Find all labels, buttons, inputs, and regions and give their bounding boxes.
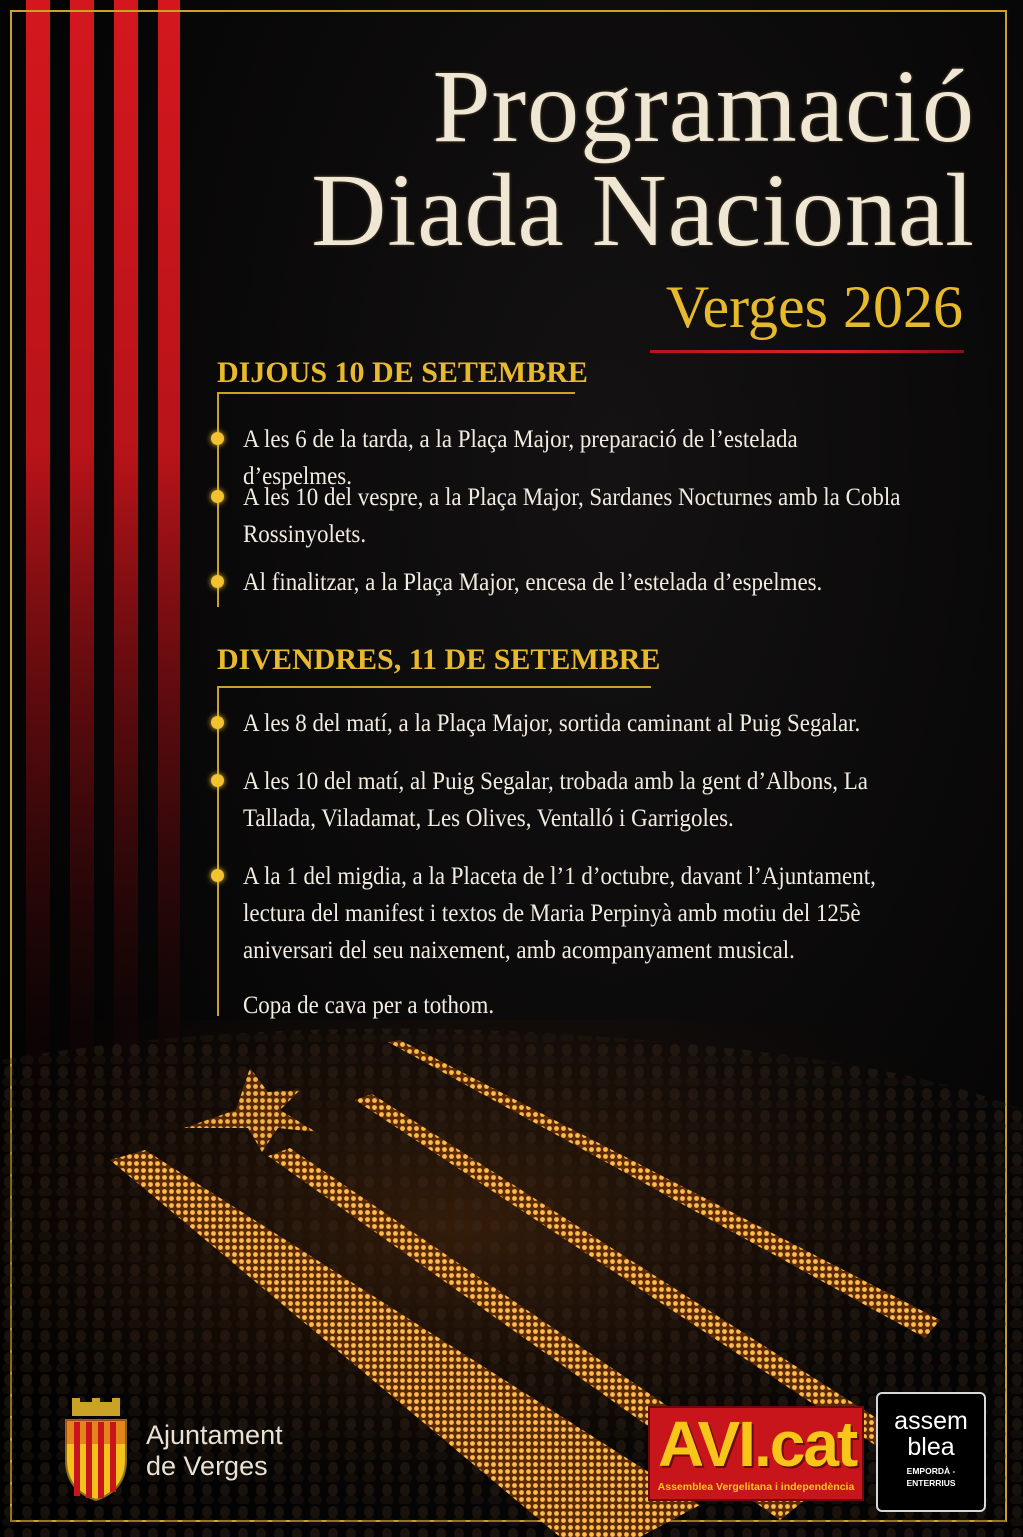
assemblea-logo [876, 1392, 986, 1512]
day-heading-2-underline [217, 686, 651, 688]
assemblea-line-3: EMPORDÀ - [906, 1466, 956, 1476]
event-bullet [211, 774, 224, 787]
assemblea-line-2: blea [907, 1433, 955, 1461]
assemblea-line-1: assem [894, 1407, 968, 1435]
day-heading-2: DIVENDRES, 11 DE SETEMBRE [217, 643, 661, 676]
event-item-note: Copa de cava per a tothom. [243, 990, 495, 1019]
event-item: A les 8 del matí, a la Plaça Major, sortida caminant al Puig Segalar. [243, 708, 861, 737]
event-bullet [211, 869, 224, 882]
subtitle: Verges 2026 [665, 274, 963, 340]
event-item: A les 6 de la tarda, a la Plaça Major, preparació de l’estelada d’espelmes. [243, 424, 798, 490]
title-line-1: Programació [432, 49, 975, 164]
avi-caption: Assemblea Vergelitana i independència [657, 1481, 855, 1493]
avi-logo-text: AVI.cat [658, 1408, 857, 1480]
day-heading-1: DIJOUS 10 DE SETEMBRE [217, 356, 588, 389]
ajuntament-line-2: de Verges [146, 1451, 268, 1481]
avi-logo [648, 1406, 864, 1501]
title-line-2: Diada Nacional [311, 153, 975, 268]
timeline-2 [217, 686, 219, 1016]
verges-coat-of-arms-icon [58, 1398, 134, 1502]
ajuntament-name [146, 1420, 283, 1482]
page-title [215, 49, 975, 268]
event-bullet [211, 490, 224, 503]
assemblea-line-4: ENTERRIUS [906, 1478, 956, 1488]
ajuntament-line-1: Ajuntament [146, 1420, 283, 1450]
subtitle-underline [650, 350, 964, 353]
event-item: A les 10 del matí, al Puig Segalar, trobada amb la gent d’Albons, La Tallada, Viladamat, Les Olives, Ventalló i Garrigoles. [243, 766, 868, 832]
event-bullet [211, 432, 224, 445]
event-bullet [211, 575, 224, 588]
event-item: A la 1 del migdia, a la Placeta de l’1 d’octubre, davant l’Ajuntament, lectura del manifest i textos de Maria Perpinyà amb motiu del 125è aniversari del seu naixement, amb acompanyament musical. [243, 861, 876, 964]
event-item: A les 10 del vespre, a la Plaça Major, Sardanes Nocturnes amb la Cobla Rossinyolets. [243, 482, 901, 548]
day-heading-1-underline [217, 392, 575, 394]
event-bullet [211, 716, 224, 729]
event-item: Al finalitzar, a la Plaça Major, encesa de l’estelada d’espelmes. [243, 567, 823, 596]
